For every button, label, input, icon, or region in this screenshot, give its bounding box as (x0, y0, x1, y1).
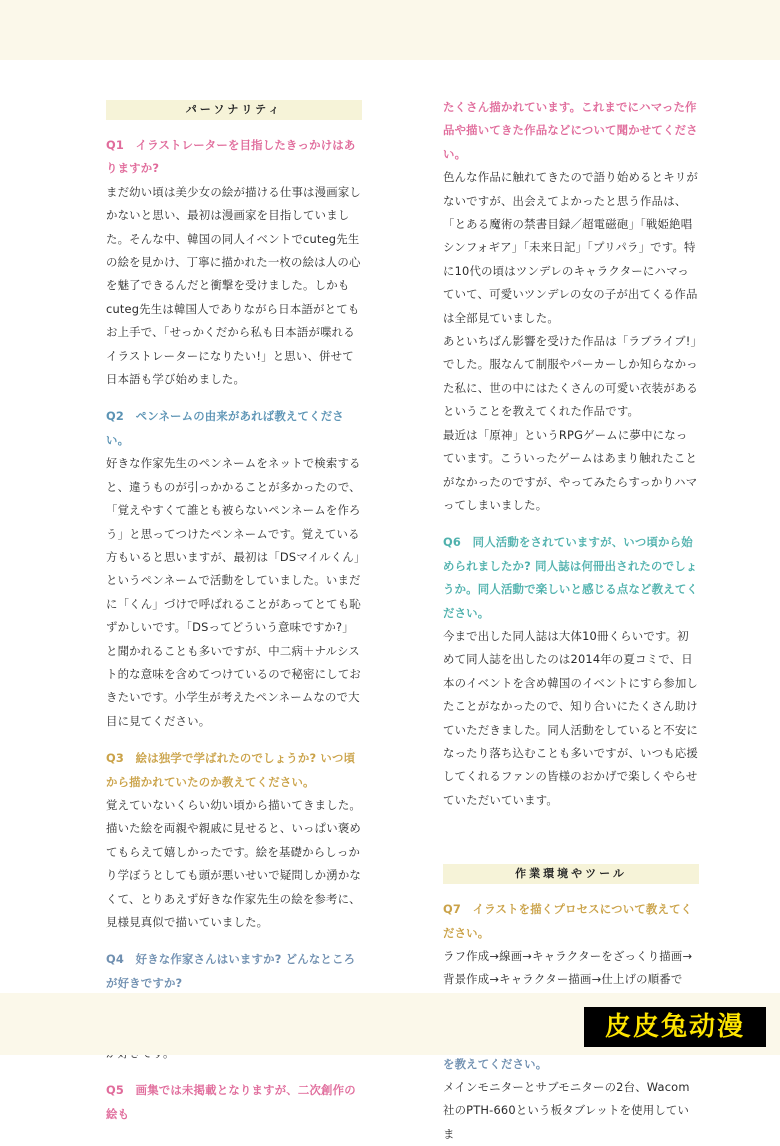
answer-7: ラフ作成→線画→キャラクターをざっくり描画→背景作成→キャラクター描画→仕上げの順番で (443, 949, 693, 987)
section-header-environment: 作業環境やツール (443, 864, 699, 884)
top-band (0, 0, 780, 60)
answer-3: 覚えていないくらい幼い頃から描いてきました。描いた絵を両親や親戚に見せると、いっぱい褒めてもらえて嬉しかったです。絵を基礎からしっかり学ぼうとしても頭が悪いせいで疑問しか湧かなくて、とりあえず好きな作家先生の絵を参考に、見様見真似で描いていました。 (106, 797, 361, 929)
answer-5-paragraph-1: 色んな作品に触れてきたので語り始めるとキリがないですが、出会えてよかったと思う作品は、「とある魔術の禁書目録／超電磁砲」「戦姫絶唱シンフォギア」「未来日記」「プリパラ」です。特に10代の頃はツンデレのキャラクターにハマっていて、可愛いツンデレの女の子が出てくる作品は全部見ていました。 (443, 170, 698, 325)
section-header-personality: パーソナリティ (106, 100, 362, 120)
answer-2: 好きな作家先生のペンネームをネットで検索すると、違うものが引っかかることが多かったので、「覚えやすくて誰とも被らないペンネームを作ろう」と思ってつけたペンネームです。覚えている方もいると思いますが、最初は「DSマイルくん」というペンネームで活動をしていました。いまだに「くん」づけで呼ばれることがあってとても恥ずかしいです。「DSってどういう意味ですか?」と聞かれることも多いですが、中二病＋ナルシスト的な意味を含めてつけているので秘密にしておきたいです。小学生が考えたペンネームなので大目に見てください。 (106, 456, 361, 728)
question-1: Q1 イラストレーターを目指したきっかけはありますか? (106, 138, 356, 176)
watermark-logo: 皮皮兔动漫 (584, 1007, 766, 1047)
question-5: Q5 画集では未掲載となりますが、二次創作の絵も (106, 1083, 356, 1121)
question-3: Q3 絵は独学で学ばれたのでしょうか? いつ頃から描かれていたのか教えてください。 (106, 751, 356, 789)
left-column (106, 96, 362, 1126)
question-5-continued: たくさん描かれています。これまでにハマった作品や描いてきた作品などについて聞かせてください。 (443, 100, 698, 161)
answer-5-paragraph-3: 最近は「原神」というRPGゲームに夢中になっています。こういったゲームはあまり触れたことがなかったのですが、やってみたらすっかりハマってしまいました。 (443, 427, 698, 512)
question-7: Q7 イラストを描くプロセスについて教えてください。 (443, 902, 693, 940)
answer-5-paragraph-2: あといちばん影響を受けた作品は「ラブライブ!」でした。服なんて制服やパーカーしか知らなかった私に、世の中にはたくさんの可愛い衣装があるということを教えてくれた作品です。 (443, 334, 698, 419)
answer-6: 今まで出した同人誌は大体10冊くらいです。初めて同人誌を出したのは2014年の夏コミで、日本のイベントを含め韓国のイベントにすら参加したことがなかったので、知り合いにたくさん助けていただきました。同人活動をしていると不安になったり落ち込むことも多いですが、いつも応援してくれるファンの皆様のおかげで楽しくやらせていただいています。 (443, 628, 698, 807)
question-6: Q6 同人活動をされていますが、いつ頃から始められましたか? 同人誌は何冊出されたのでしょうか。同人活動で楽しいと感じる点など教えてください。 (443, 535, 698, 620)
question-2: Q2 ペンネームの由来があれば教えてください。 (106, 409, 344, 447)
question-8: を教えてください。 (443, 1056, 548, 1071)
question-4: Q4 好きな作家さんはいますか? どんなところが好きですか? (106, 952, 356, 990)
answer-1: まだ幼い頃は美少女の絵が描ける仕事は漫画家しかないと思い、最初は漫画家を目指していました。そんな中、韓国の同人イベントでcuteg先生の絵を見かけ、丁寧に描かれた一枚の絵は人の心を魅了できるんだと衝撃を受けました。しかもcuteg先生は韓国人でありながら日本語がとてもお上手で、「せっかくだから私も日本語が喋れるイラストレーターになりたい!」と思い、併せて日本語も学び始めました。 (106, 184, 361, 387)
right-column (443, 96, 699, 1146)
answer-8: メインモニターとサブモニターの2台、Wacom社のPTH-660という板タブレットを使用していま (443, 1080, 690, 1141)
